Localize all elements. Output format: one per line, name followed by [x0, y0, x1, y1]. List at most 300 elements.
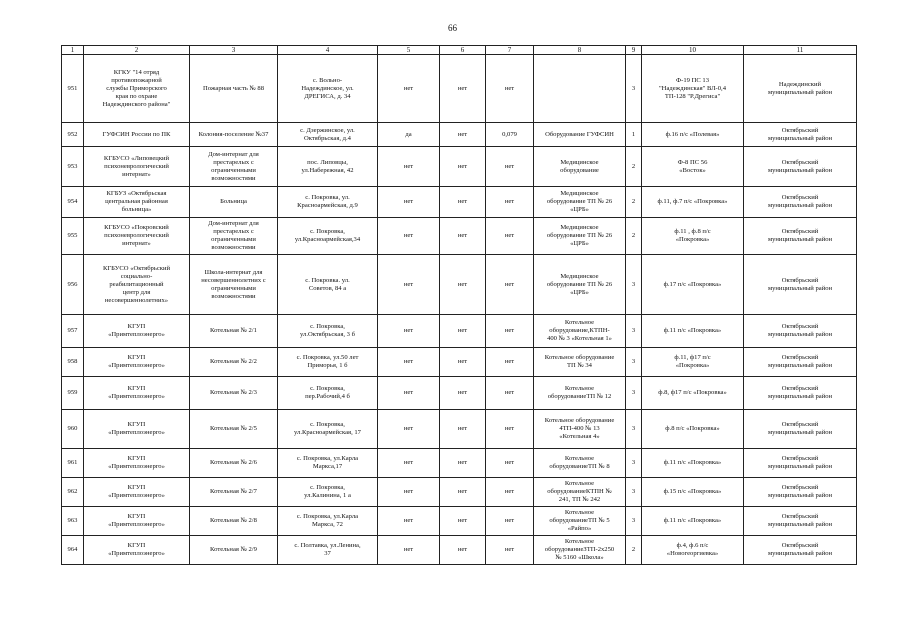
cell-text: Котельное оборудованиеЗТП-2х250 № 5160 «Школа»: [544, 538, 615, 561]
cell-text: нет: [457, 389, 468, 396]
cell-text: Медицинское оборудование ТП № 26 «ЦРБ»: [546, 224, 613, 247]
cell-text: с. Полтавка, ул.Ленина, 37: [294, 542, 361, 557]
cell-row-number: [62, 218, 84, 255]
cell-facility-type: [190, 478, 278, 507]
cell-facility-type: [190, 536, 278, 565]
cell-text: 954: [67, 198, 78, 205]
cell-col-7: [486, 218, 534, 255]
cell-category: [626, 255, 642, 315]
cell-category: [626, 449, 642, 478]
cell-municipal-district: [744, 187, 857, 218]
cell-text: нет: [403, 546, 414, 553]
cell-col-6: [440, 478, 486, 507]
cell-text: 958: [67, 358, 78, 365]
cell-organization: [84, 348, 190, 377]
cell-text: Октябрьский муниципальный район: [767, 228, 833, 243]
cell-organization: [84, 218, 190, 255]
cell-power-feeder: [642, 377, 744, 410]
cell-col-6: [440, 348, 486, 377]
cell-text: нет: [403, 389, 414, 396]
cell-text: нет: [457, 488, 468, 495]
cell-text: Октябрьский муниципальный район: [767, 455, 833, 470]
cell-col-7: [486, 147, 534, 187]
cell-text: Школа-интернат для несовершеннолетних с ограниченными возможностями: [201, 268, 266, 300]
cell-text: нет: [457, 232, 468, 239]
cell-text: нет: [504, 546, 515, 553]
cell-address: [278, 315, 378, 348]
cell-col-6: [440, 377, 486, 410]
cell-text: ф.15 п/с «Покровка»: [663, 488, 722, 495]
cell-row-number: [62, 478, 84, 507]
cell-text: Медицинское оборудование ТП № 26 «ЦРБ»: [546, 190, 613, 213]
cell-text: ф.17 п/с «Покровка»: [663, 280, 722, 288]
cell-facility-type: [190, 449, 278, 478]
column-header: 11: [744, 46, 857, 55]
cell-text: Пожарная часть № 88: [202, 84, 265, 92]
cell-col-7: [486, 377, 534, 410]
cell-text: Октябрьский муниципальный район: [767, 158, 833, 174]
cell-category: [626, 147, 642, 187]
cell-text: нет: [403, 459, 414, 466]
cell-organization: [84, 507, 190, 536]
cell-col-6: [440, 55, 486, 123]
cell-text: КГУП «Примтеплоэнерго»: [108, 323, 165, 338]
cell-facility-type: [190, 348, 278, 377]
cell-organization: [84, 123, 190, 147]
cell-power-feeder: [642, 147, 744, 187]
cell-text: КГУП «Примтеплоэнерго»: [108, 385, 165, 400]
cell-text: нет: [457, 84, 468, 92]
cell-row-number: [62, 55, 84, 123]
cell-text: Оборудование ГУФСИН: [545, 130, 614, 138]
cell-text: 955: [67, 232, 78, 239]
cell-category: [626, 123, 642, 147]
cell-municipal-district: [744, 123, 857, 147]
cell-text: ф.8, ф17 п/с «Покровка»: [658, 389, 727, 396]
cell-power-feeder: [642, 187, 744, 218]
cell-text: 952: [67, 130, 78, 138]
registry-table: [61, 45, 857, 565]
cell-text: нет: [457, 327, 468, 334]
cell-col-6: [440, 147, 486, 187]
cell-text: КГУП «Примтеплоэнерго»: [108, 421, 165, 436]
cell-text: с. Покровка, ул.Карла Маркса, 72: [296, 513, 359, 528]
cell-text: Котельная № 2/8: [210, 517, 257, 524]
column-header: 5: [378, 46, 440, 55]
cell-col-5: [378, 348, 440, 377]
cell-text: нет: [457, 546, 468, 553]
cell-address: [278, 449, 378, 478]
cell-text: КГУП «Примтеплоэнерго»: [108, 455, 165, 470]
cell-power-feeder: [642, 255, 744, 315]
cell-text: КГУП «Примтеплоэнерго»: [108, 354, 165, 369]
cell-text: Октябрьский муниципальный район: [767, 421, 833, 436]
cell-facility-type: [190, 315, 278, 348]
cell-municipal-district: [744, 348, 857, 377]
cell-text: 3: [631, 425, 636, 432]
cell-equipment: [534, 123, 626, 147]
cell-address: [278, 147, 378, 187]
cell-text: Котельное оборудование 4ТП-400 № 13 «Котельная 4»: [544, 417, 615, 440]
page-number: 66: [448, 23, 457, 33]
cell-equipment: [534, 255, 626, 315]
cell-municipal-district: [744, 55, 857, 123]
cell-address: [278, 536, 378, 565]
cell-address: [278, 410, 378, 449]
cell-text: нет: [403, 425, 414, 432]
cell-municipal-district: [744, 507, 857, 536]
column-header: 4: [278, 46, 378, 55]
cell-row-number: [62, 315, 84, 348]
cell-text: Медицинское оборудование: [560, 158, 599, 174]
table-row: [62, 187, 857, 218]
cell-power-feeder: [642, 218, 744, 255]
cell-text: нет: [457, 459, 468, 466]
cell-text: нет: [457, 130, 468, 138]
cell-col-5: [378, 507, 440, 536]
cell-text: ф.11, ф.7 п/с «Покровка»: [657, 198, 728, 205]
cell-col-5: [378, 147, 440, 187]
cell-col-6: [440, 187, 486, 218]
cell-col-7: [486, 123, 534, 147]
cell-text: 962: [67, 488, 78, 495]
cell-municipal-district: [744, 218, 857, 255]
cell-municipal-district: [744, 255, 857, 315]
cell-col-7: [486, 187, 534, 218]
cell-col-5: [378, 218, 440, 255]
cell-col-7: [486, 478, 534, 507]
cell-row-number: [62, 507, 84, 536]
cell-text: с. Покровка, ул. Красноармейская, д.9: [297, 194, 358, 209]
cell-address: [278, 348, 378, 377]
cell-text: Октябрьский муниципальный район: [767, 276, 833, 292]
cell-equipment: [534, 218, 626, 255]
column-header: 3: [190, 46, 278, 55]
cell-text: нет: [504, 488, 515, 495]
table-row: [62, 507, 857, 536]
cell-col-7: [486, 507, 534, 536]
cell-text: Котельная № 2/3: [210, 389, 257, 396]
cell-text: нет: [504, 425, 515, 432]
cell-facility-type: [190, 410, 278, 449]
cell-text: ф.4, ф.6 п/с «Новогеоргиевка»: [666, 542, 719, 557]
cell-text: 2: [631, 232, 636, 239]
cell-text: КГБУСО «Покровский психоневрологический интернат»: [104, 224, 169, 247]
cell-equipment: [534, 377, 626, 410]
table-row: [62, 55, 857, 123]
cell-power-feeder: [642, 55, 744, 123]
cell-text: КГБУЗ «Октябрьская центральная районная больница»: [105, 190, 168, 213]
cell-equipment: [534, 507, 626, 536]
cell-row-number: [62, 255, 84, 315]
cell-col-6: [440, 449, 486, 478]
cell-text: КГБУСО «Октябрьский социально- реабилитационный центр для несовершеннолетних»: [102, 264, 171, 304]
cell-equipment: [534, 147, 626, 187]
cell-col-5: [378, 55, 440, 123]
cell-text: ф.16 п/с «Полевая»: [665, 130, 720, 138]
column-header: 8: [534, 46, 626, 55]
cell-text: 3: [631, 459, 636, 466]
cell-municipal-district: [744, 147, 857, 187]
cell-col-7: [486, 55, 534, 123]
cell-col-6: [440, 410, 486, 449]
cell-category: [626, 478, 642, 507]
cell-text: Ф-8 ПС 56 «Восток»: [677, 158, 708, 174]
cell-text: 3: [631, 84, 636, 92]
cell-text: Октябрьский муниципальный район: [767, 385, 833, 400]
cell-category: [626, 55, 642, 123]
cell-text: 964: [67, 546, 78, 553]
cell-row-number: [62, 123, 84, 147]
cell-municipal-district: [744, 377, 857, 410]
cell-text: с. Покровка, ул.Красноармейская,34: [294, 228, 361, 243]
cell-text: Октябрьский муниципальный район: [767, 126, 833, 142]
table-row: [62, 449, 857, 478]
cell-text: с. Покровка. ул. Советов, 84 а: [305, 276, 350, 292]
cell-address: [278, 187, 378, 218]
cell-text: Котельная № 2/7: [210, 488, 257, 495]
cell-municipal-district: [744, 478, 857, 507]
cell-text: нет: [504, 280, 515, 288]
cell-col-6: [440, 218, 486, 255]
cell-col-5: [378, 449, 440, 478]
cell-equipment: [534, 348, 626, 377]
cell-text: ф.11 , ф.8 п/с «Покровка»: [674, 228, 711, 243]
cell-text: Котельная № 2/5: [210, 425, 257, 432]
cell-text: нет: [457, 517, 468, 524]
cell-col-6: [440, 315, 486, 348]
cell-col-7: [486, 315, 534, 348]
cell-text: с. Дзержинское, ул. Октябрьская, д.4: [300, 126, 355, 142]
cell-organization: [84, 187, 190, 218]
cell-text: нет: [504, 459, 515, 466]
cell-facility-type: [190, 187, 278, 218]
cell-col-5: [378, 410, 440, 449]
table-row: [62, 218, 857, 255]
cell-text: Дом-интернат для престарелых с ограниченными возможностями: [208, 150, 259, 182]
cell-category: [626, 348, 642, 377]
cell-equipment: [534, 449, 626, 478]
column-header: 2: [84, 46, 190, 55]
cell-facility-type: [190, 218, 278, 255]
cell-equipment: [534, 187, 626, 218]
cell-text: с. Покровка, ул.Красноармейская, 17: [294, 421, 361, 436]
cell-organization: [84, 315, 190, 348]
cell-text: КГБУСО «Липовецкий психоневрологический интернат»: [103, 154, 170, 178]
cell-text: нет: [457, 198, 468, 205]
cell-organization: [84, 478, 190, 507]
cell-text: Котельная № 2/9: [210, 546, 257, 553]
cell-text: 3: [631, 327, 636, 334]
cell-category: [626, 377, 642, 410]
cell-text: Котельное оборудованиеТП № 12: [547, 385, 612, 400]
cell-text: КГУП «Примтеплоэнерго»: [108, 484, 165, 499]
cell-power-feeder: [642, 449, 744, 478]
cell-text: нет: [403, 327, 414, 334]
cell-text: с. Покровка, ул.Калинина, 1 а: [304, 484, 351, 499]
cell-equipment: [534, 55, 626, 123]
cell-text: нет: [504, 198, 515, 205]
cell-text: с. Покровка, пер.Рабочий,4 б: [305, 385, 350, 400]
table-row: [62, 123, 857, 147]
cell-col-5: [378, 255, 440, 315]
cell-address: [278, 507, 378, 536]
cell-text: Октябрьский муниципальный район: [767, 354, 833, 369]
cell-text: КГУП «Примтеплоэнерго»: [108, 542, 165, 557]
cell-text: Октябрьский муниципальный район: [767, 323, 833, 338]
cell-organization: [84, 55, 190, 123]
cell-power-feeder: [642, 507, 744, 536]
cell-text: Котельная № 2/6: [210, 459, 257, 466]
cell-text: с. Покровка, ул.Октябрьская, 3 б: [300, 323, 355, 338]
table-row: [62, 410, 857, 449]
cell-text: 2: [631, 546, 636, 553]
cell-text: 960: [67, 425, 78, 432]
cell-text: ф.11, ф17 п/с «Покровка»: [674, 354, 711, 369]
cell-text: Октябрьский муниципальный район: [767, 484, 833, 499]
table-row: [62, 315, 857, 348]
cell-text: Колония-поселение №37: [198, 130, 269, 138]
cell-text: нет: [504, 358, 515, 365]
cell-text: да: [405, 130, 412, 138]
cell-municipal-district: [744, 449, 857, 478]
cell-power-feeder: [642, 123, 744, 147]
cell-text: Больница: [220, 198, 247, 205]
cell-municipal-district: [744, 536, 857, 565]
cell-power-feeder: [642, 478, 744, 507]
cell-row-number: [62, 377, 84, 410]
cell-organization: [84, 449, 190, 478]
cell-organization: [84, 410, 190, 449]
cell-category: [626, 315, 642, 348]
cell-text: Октябрьский муниципальный район: [767, 513, 833, 528]
cell-address: [278, 218, 378, 255]
cell-col-7: [486, 348, 534, 377]
cell-text: 963: [67, 517, 78, 524]
cell-text: Дом-интернат для престарелых с ограниченными возможностями: [208, 220, 259, 251]
cell-col-6: [440, 123, 486, 147]
cell-equipment: [534, 536, 626, 565]
cell-text: КГКУ "14 отряд противопожарной службы Приморского края по охране Надеждинского района": [102, 68, 171, 108]
column-header: 7: [486, 46, 534, 55]
cell-power-feeder: [642, 410, 744, 449]
cell-facility-type: [190, 507, 278, 536]
cell-text: нет: [504, 389, 515, 396]
cell-facility-type: [190, 55, 278, 123]
cell-row-number: [62, 348, 84, 377]
cell-organization: [84, 255, 190, 315]
cell-facility-type: [190, 123, 278, 147]
cell-text: Октябрьский муниципальный район: [767, 542, 833, 557]
cell-col-5: [378, 377, 440, 410]
cell-text: КГУП «Примтеплоэнерго»: [108, 513, 165, 528]
cell-col-7: [486, 255, 534, 315]
cell-text: Котельное оборудованиеТП № 8: [549, 455, 610, 470]
cell-text: Котельная № 2/2: [210, 358, 257, 365]
cell-equipment: [534, 315, 626, 348]
cell-text: нет: [403, 517, 414, 524]
cell-equipment: [534, 410, 626, 449]
column-header: 6: [440, 46, 486, 55]
cell-text: ГУФСИН России по ПК: [102, 130, 171, 138]
cell-text: Надеждинский муниципальный район: [767, 80, 833, 96]
cell-text: нет: [457, 280, 468, 288]
cell-col-7: [486, 410, 534, 449]
cell-text: нет: [403, 358, 414, 365]
cell-text: Медицинское оборудование ТП № 26 «ЦРБ»: [546, 272, 613, 296]
cell-row-number: [62, 147, 84, 187]
cell-address: [278, 55, 378, 123]
cell-col-7: [486, 536, 534, 565]
cell-text: нет: [504, 84, 515, 92]
cell-text: Котельное оборудование ТП № 34: [544, 354, 615, 369]
cell-text: 1: [631, 130, 636, 138]
cell-facility-type: [190, 147, 278, 187]
cell-text: пос. Липовцы, ул.Набережная, 42: [301, 158, 354, 174]
cell-row-number: [62, 449, 84, 478]
header-row: [62, 46, 857, 55]
cell-category: [626, 187, 642, 218]
cell-col-7: [486, 449, 534, 478]
cell-text: нет: [403, 162, 414, 170]
table-row: [62, 478, 857, 507]
cell-text: ф.11 п/с «Покровка»: [663, 517, 722, 524]
cell-text: нет: [403, 84, 414, 92]
cell-text: нет: [457, 162, 468, 170]
cell-text: 3: [631, 280, 636, 288]
cell-municipal-district: [744, 315, 857, 348]
cell-row-number: [62, 187, 84, 218]
cell-text: ф.11 п/с «Покровка»: [663, 459, 722, 466]
cell-text: ф.8 п/с «Покровка»: [665, 425, 720, 432]
cell-text: с. Покровка, ул.50 лет Приморья, 1 б: [296, 354, 359, 369]
column-header: 9: [626, 46, 642, 55]
cell-text: 953: [67, 162, 78, 170]
cell-power-feeder: [642, 348, 744, 377]
cell-row-number: [62, 410, 84, 449]
cell-col-5: [378, 187, 440, 218]
cell-organization: [84, 377, 190, 410]
cell-text: нет: [504, 517, 515, 524]
cell-facility-type: [190, 377, 278, 410]
table-row: [62, 147, 857, 187]
cell-organization: [84, 536, 190, 565]
cell-text: нет: [504, 232, 515, 239]
cell-address: [278, 255, 378, 315]
cell-category: [626, 218, 642, 255]
cell-text: с. Покровка, ул.Карла Маркса,17: [296, 455, 359, 470]
cell-col-5: [378, 536, 440, 565]
cell-text: 951: [67, 84, 78, 92]
cell-col-6: [440, 536, 486, 565]
cell-text: 959: [67, 389, 78, 396]
cell-text: нет: [457, 358, 468, 365]
cell-text: нет: [403, 232, 414, 239]
cell-row-number: [62, 536, 84, 565]
cell-text: нет: [403, 280, 414, 288]
cell-organization: [84, 147, 190, 187]
cell-facility-type: [190, 255, 278, 315]
cell-category: [626, 507, 642, 536]
cell-text: Ф-19 ПС 13 "Надеждинская" ВЛ-0,4 ТП-128 "Р.Дрегиса": [658, 76, 727, 100]
cell-equipment: [534, 478, 626, 507]
cell-address: [278, 377, 378, 410]
cell-text: 3: [631, 389, 636, 396]
cell-text: нет: [403, 198, 414, 205]
cell-text: 957: [67, 327, 78, 334]
column-header: 10: [642, 46, 744, 55]
cell-text: 3: [631, 517, 636, 524]
